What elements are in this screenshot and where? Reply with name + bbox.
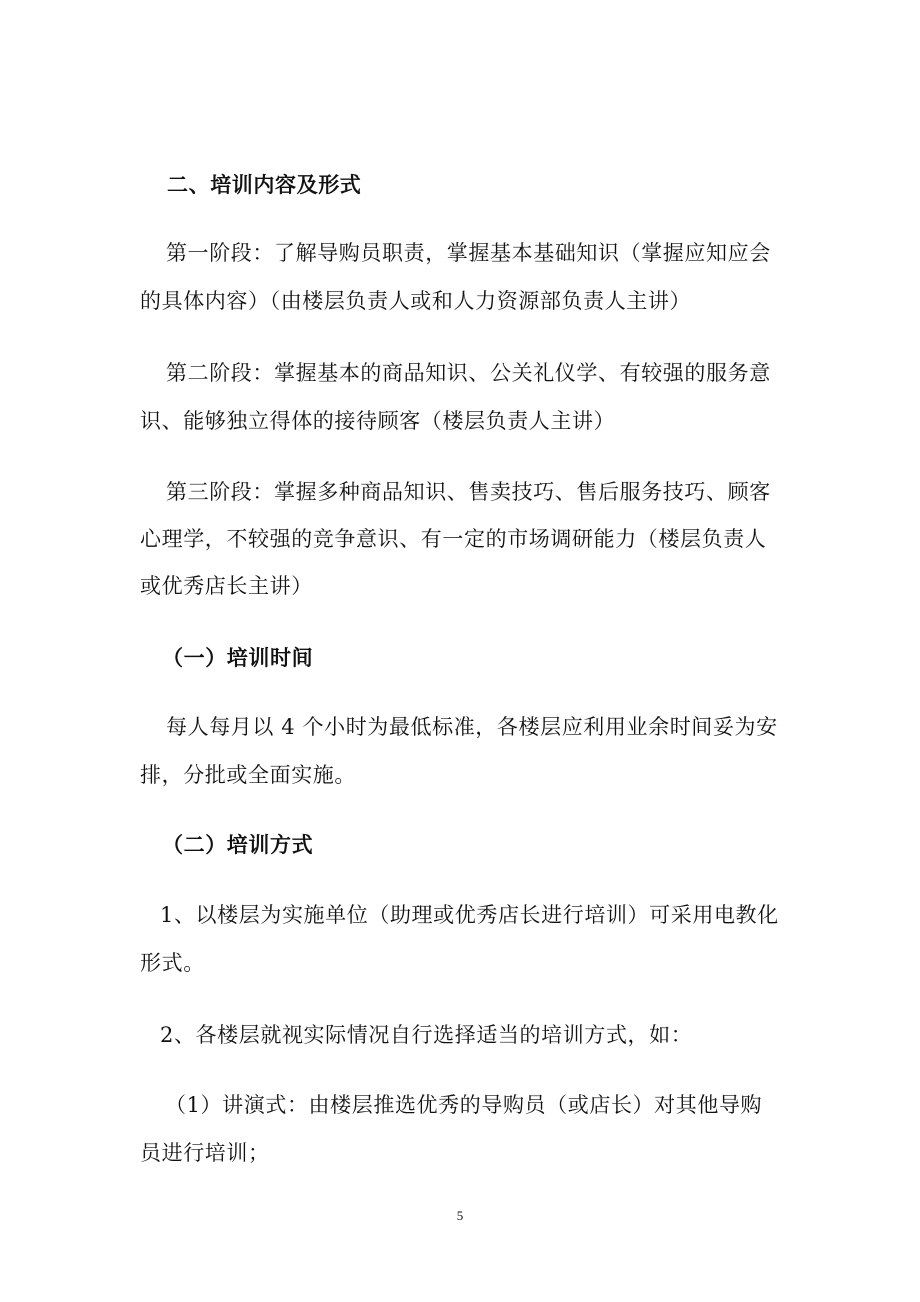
stage1-line2: 的具体内容）（由楼层负责人或和人力资源部负责人主讲） [140,289,692,313]
section-heading: 二、培训内容及形式 [167,173,362,197]
stage2-line1: 第二阶段：掌握基本的商品知识、公关礼仪学、有较强的服务意 [166,361,771,385]
training-time-heading: （一）培训时间 [162,646,314,670]
training-method-heading: （二）培训方式 [162,833,314,857]
page-number: 5 [456,1208,464,1223]
stage3-line3: 或优秀店长主讲） [140,574,313,598]
method-item1-line2: 形式。 [140,951,205,975]
training-time-line1: 每人每月以 4 个小时为最低标准，各楼层应利用业余时间妥为安 [166,715,778,739]
stage3-line2: 心理学，不较强的竞争意识、有一定的市场调研能力（楼层负责人 [140,527,767,551]
stage1-line1: 第一阶段：了解导购员职责，掌握基本基础知识（掌握应知应会 [166,241,771,265]
method-sub1-line2: 员进行培训； [140,1141,270,1165]
method-item2: 2、各楼层就视实际情况自行选择适当的培训方式，如： [160,1023,693,1047]
method-item1-line1: 1、以楼层为实施单位（助理或优秀店长进行培训）可采用电教化 [160,903,779,927]
training-time-line2: 排，分批或全面实施。 [140,763,356,787]
method-sub1-line1: （1）讲演式：由楼层推选优秀的导购员（或店长）对其他导购 [165,1093,763,1117]
stage3-line1: 第三阶段：掌握多种商品知识、售卖技巧、售后服务技巧、顾客 [166,480,771,504]
stage2-line2: 识、能够独立得体的接待顾客（楼层负责人主讲） [140,409,616,433]
